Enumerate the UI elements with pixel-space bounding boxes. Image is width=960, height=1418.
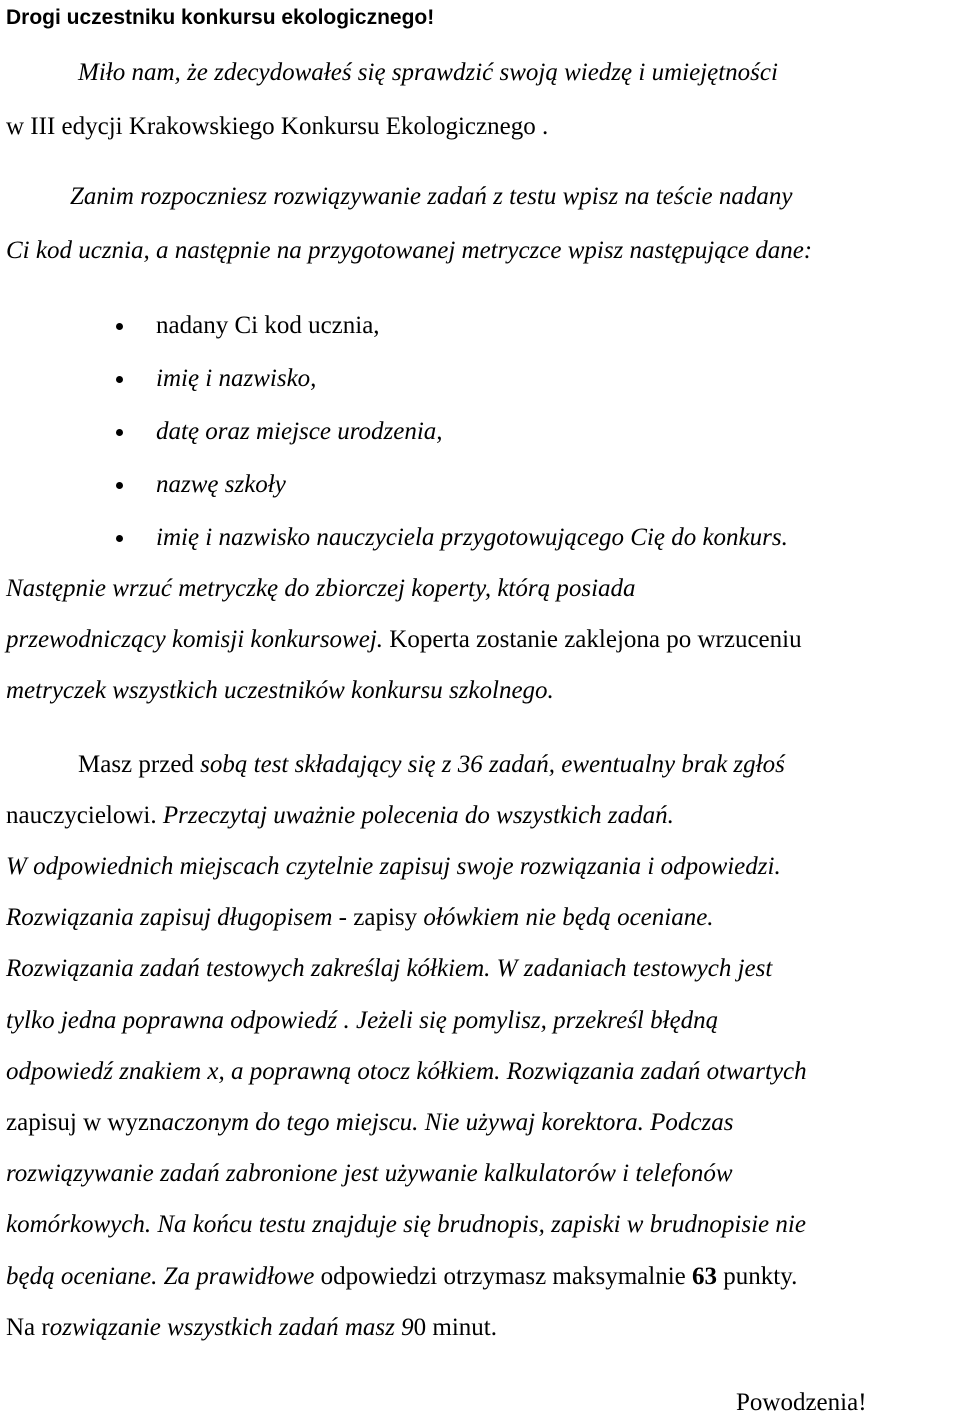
rules-line-4-italic-a: Rozwiązania zapisuj długopisem — [6, 904, 339, 931]
max-points-value: 63 — [692, 1263, 717, 1290]
rules-line-12-normal-b: 0 minut. — [413, 1314, 497, 1341]
rules-line-5: Rozwiązania zadań testowych zakreślaj kółkiem. W zadaniach testowych jest — [6, 955, 773, 982]
rules-line-2-normal: nauczycielowi. — [6, 802, 157, 829]
rules-line-1 — [78, 750, 785, 780]
bullet-icon — [116, 323, 123, 330]
rules-line-9: rozwiązywanie zadań zabronione jest używanie kalkulatorów i telefonów — [6, 1160, 733, 1187]
rules-line-4 — [6, 903, 714, 933]
letter-heading: Drogi uczestniku konkursu ekologicznego! — [6, 6, 435, 29]
rules-line-11 — [6, 1262, 797, 1292]
rules-line-7: odpowiedź znakiem x, a poprawną otocz kółkiem. Rozwiązania zadań otwartych — [6, 1058, 807, 1085]
rules-line-4-italic-b: ołówkiem nie będą oceniane. — [423, 904, 714, 931]
rules-line-12-italic: ozwiązanie wszystkich zadań masz 9 — [49, 1314, 414, 1341]
instructions-line-2: Ci kod ucznia, a następnie na przygotowanej metryczce wpisz następujące dane: — [6, 237, 813, 264]
rules-line-11-normal: odpowiedzi otrzymasz maksymalnie — [320, 1263, 692, 1290]
rules-line-10: komórkowych. Na końcu testu znajduje się brudnopis, zapiski w brudnopisie nie — [6, 1211, 806, 1238]
rules-line-2 — [6, 801, 674, 831]
rules-line-8-normal: zapisuj w wyzn — [6, 1109, 162, 1136]
bullet-icon — [116, 535, 123, 542]
bullet-icon — [116, 429, 123, 436]
closing-wish: Powodzenia! — [736, 1389, 867, 1416]
rules-line-2-italic: Przeczytaj uważnie polecenia do wszystkich zadań. — [156, 802, 674, 829]
rules-line-8-italic: aczonym do tego miejscu. Nie używaj korektora. Podczas — [161, 1109, 734, 1136]
rules-line-3: W odpowiednich miejscach czytelnie zapisuj swoje rozwiązania i odpowiedzi. — [6, 853, 781, 880]
rules-line-12 — [6, 1313, 497, 1343]
list-item: nadany Ci kod ucznia, — [156, 312, 380, 339]
rules-line-6: tylko jedna poprawna odpowiedź . Jeżeli się pomylisz, przekreśl błędną — [6, 1007, 719, 1034]
bullet-icon — [116, 482, 123, 489]
instructions-line-1: Zanim rozpoczniesz rozwiązywanie zadań z testu wpisz na teście nadany — [70, 183, 793, 210]
intro-line-2: w III edycji Krakowskiego Konkursu Ekologicznego . — [6, 113, 549, 140]
envelope-line-2-italic: przewodniczący komisji konkursowej. — [6, 626, 384, 653]
envelope-line-2-normal: Koperta zostanie zaklejona po wrzuceniu — [383, 626, 802, 653]
envelope-line-3: metryczek wszystkich uczestników konkursu szkolnego. — [6, 677, 554, 704]
rules-line-12-normal-a: Na r — [6, 1314, 50, 1341]
rules-line-4-normal: - zapisy — [338, 904, 424, 931]
list-item: datę oraz miejsce urodzenia, — [156, 418, 443, 445]
list-item: imię i nazwisko, — [156, 365, 317, 392]
rules-line-1-italic: sobą test składający się z 36 zadań, ewentualny brak zgłoś — [200, 751, 785, 778]
bullet-icon — [116, 376, 123, 383]
envelope-line-2 — [6, 625, 802, 655]
rules-line-11-italic: będą oceniane. Za prawidłowe — [6, 1263, 321, 1290]
rules-line-8 — [6, 1108, 733, 1138]
intro-line-1: Miło nam, że zdecydowałeś się sprawdzić swoją wiedzę i umiejętności — [78, 59, 778, 86]
rules-line-1-normal: Masz przed — [78, 751, 201, 778]
list-item: nazwę szkoły — [156, 471, 286, 498]
rules-line-11-end: punkty. — [717, 1263, 798, 1290]
envelope-line-1: Następnie wrzuć metryczkę do zbiorczej koperty, którą posiada — [6, 575, 636, 602]
list-item: imię i nazwisko nauczyciela przygotowującego Cię do konkurs. — [156, 524, 788, 551]
